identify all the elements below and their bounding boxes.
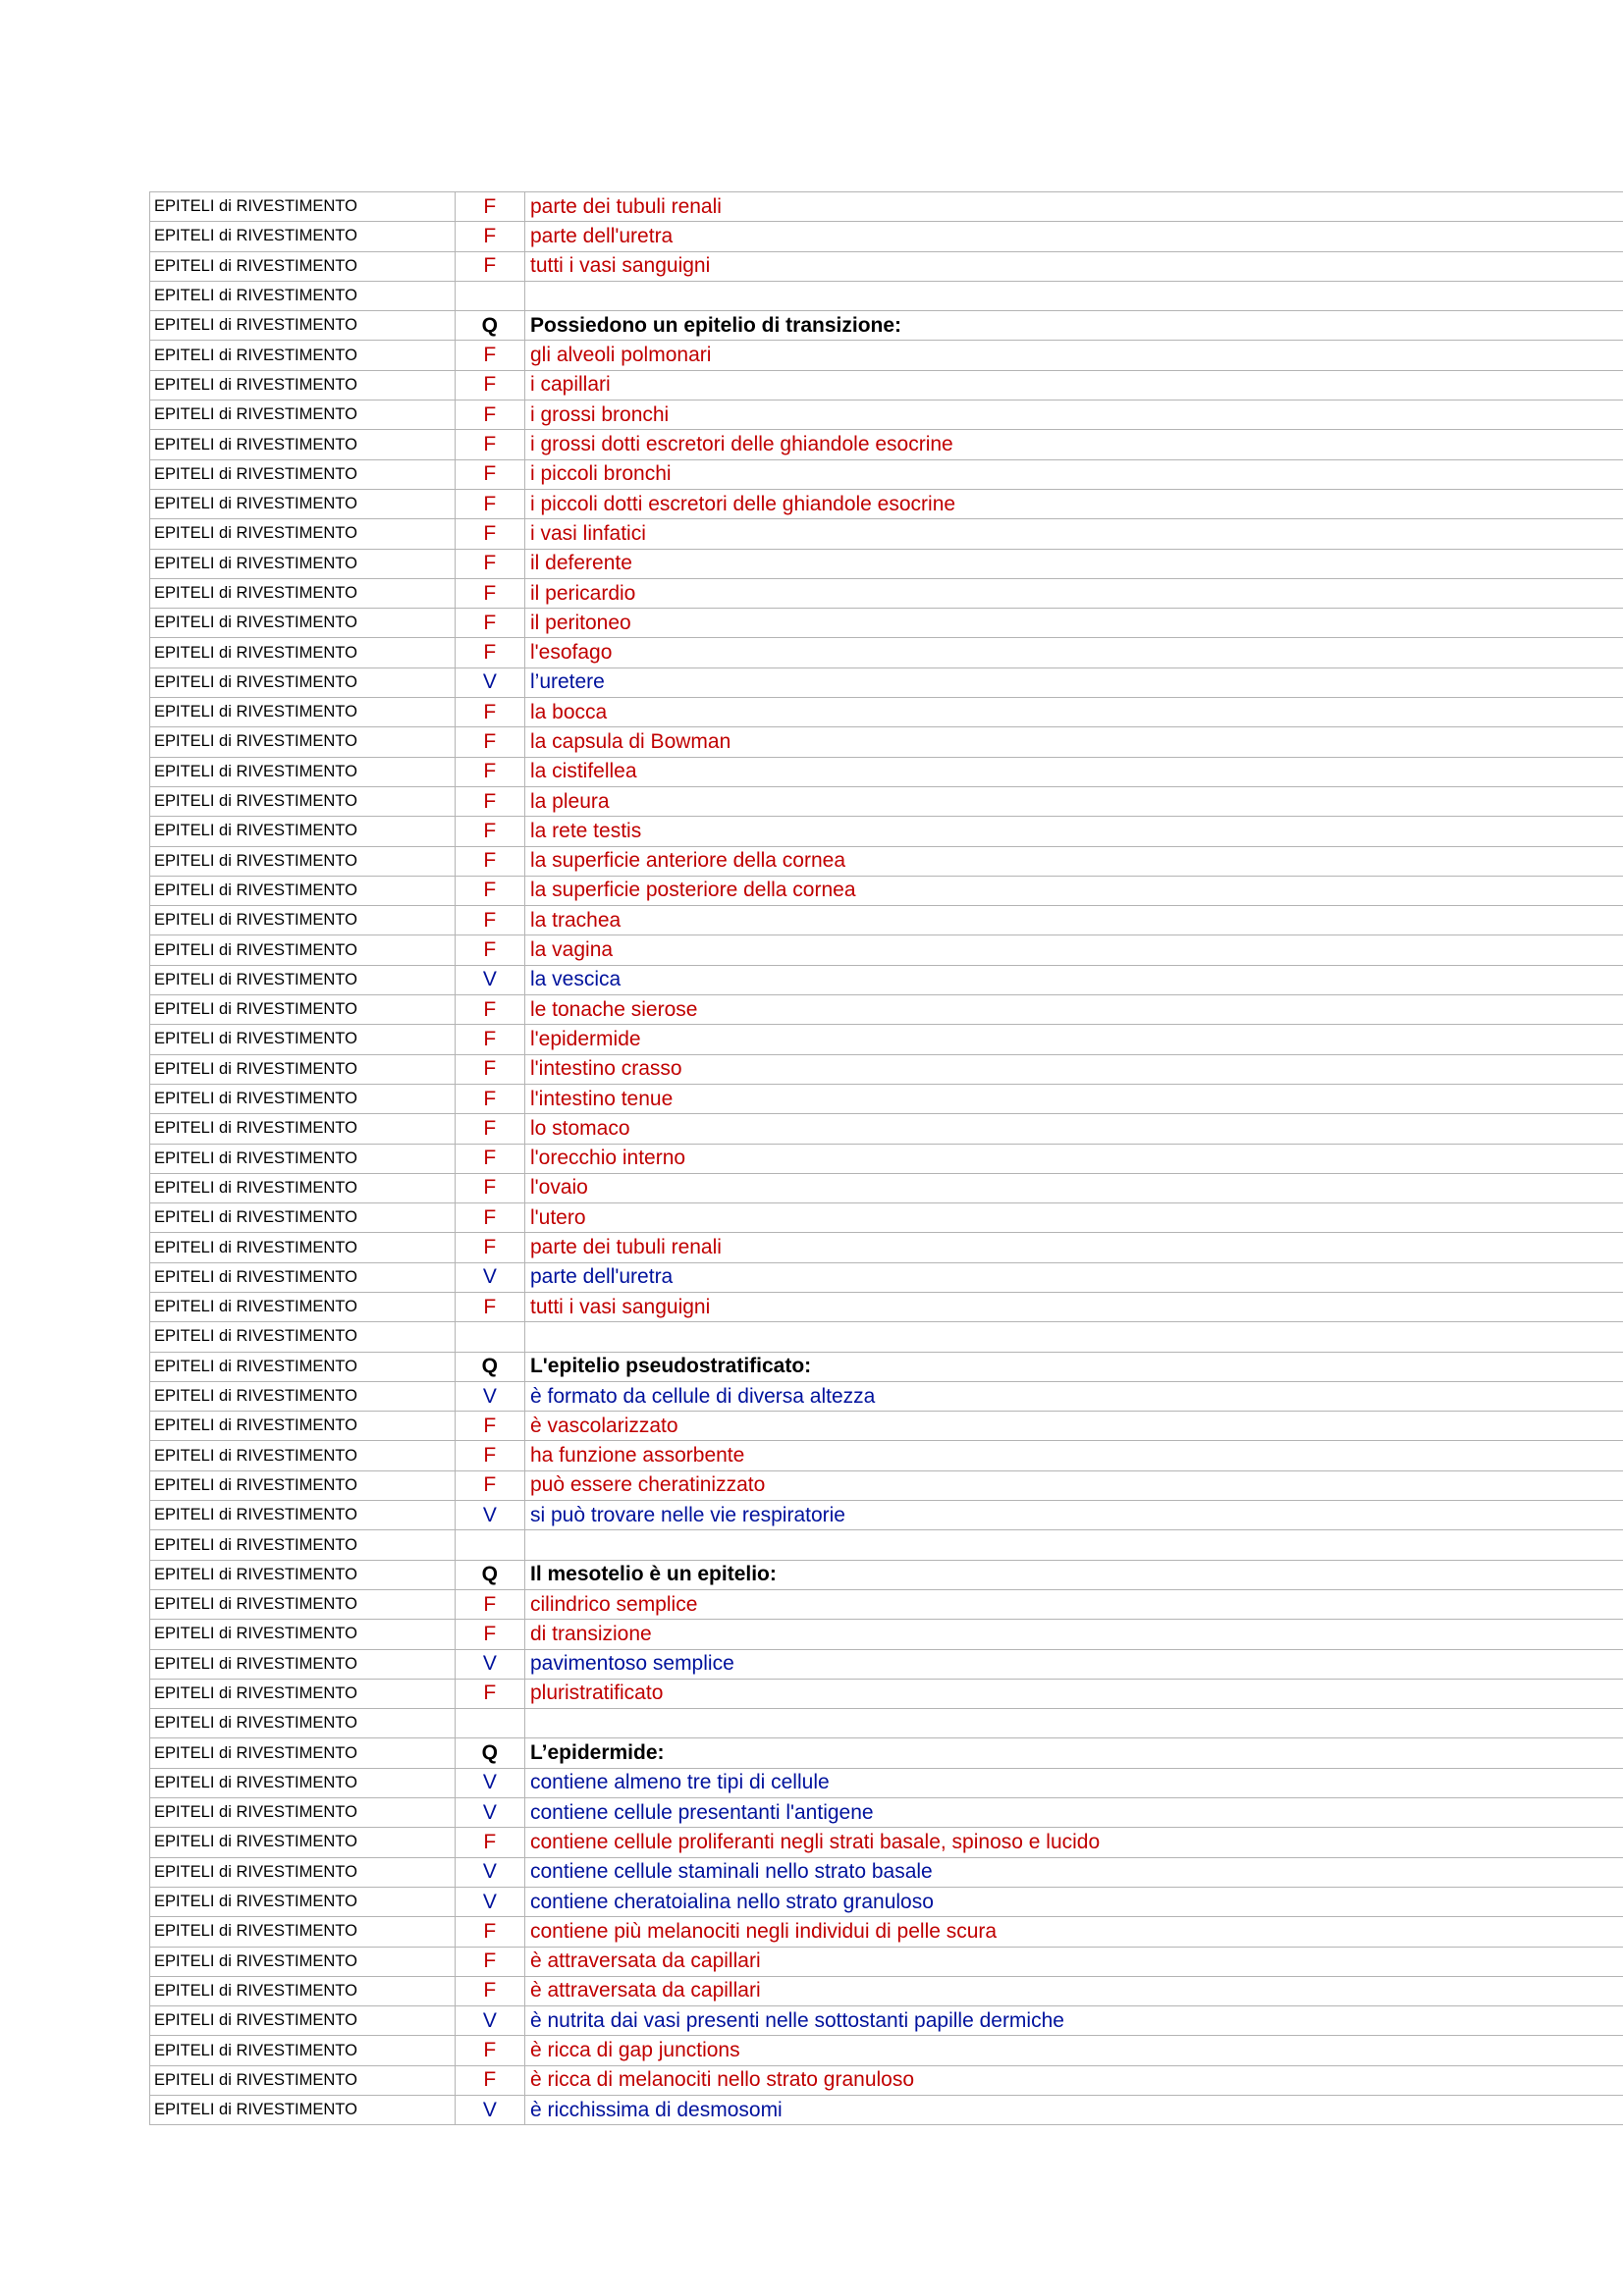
true-answer-row [150, 1381, 1623, 1411]
answer-text: la superficie anteriore della cornea [524, 846, 1623, 876]
category-cell: EPITELI di RIVESTIMENTO [150, 786, 456, 816]
category-cell: EPITELI di RIVESTIMENTO [150, 1501, 456, 1530]
mark-cell: F [455, 1976, 524, 2005]
mark-cell: F [455, 1114, 524, 1144]
mark-cell: F [455, 370, 524, 400]
false-answer-row [150, 400, 1623, 430]
empty-row [150, 1322, 1623, 1352]
answer-text: l'esofago [524, 638, 1623, 667]
true-answer-row [150, 1798, 1623, 1828]
mark-cell: F [455, 549, 524, 578]
answer-text: la vescica [524, 965, 1623, 994]
false-answer-row [150, 1470, 1623, 1500]
answer-text: il deferente [524, 549, 1623, 578]
answer-text: la rete testis [524, 817, 1623, 846]
category-cell: EPITELI di RIVESTIMENTO [150, 1768, 456, 1797]
category-cell: EPITELI di RIVESTIMENTO [150, 1589, 456, 1619]
category-cell: EPITELI di RIVESTIMENTO [150, 846, 456, 876]
true-answer-row [150, 667, 1623, 697]
mark-cell: V [455, 1887, 524, 1916]
category-cell: EPITELI di RIVESTIMENTO [150, 1828, 456, 1857]
category-cell: EPITELI di RIVESTIMENTO [150, 1738, 456, 1768]
answer-text: cilindrico semplice [524, 1589, 1623, 1619]
category-cell: EPITELI di RIVESTIMENTO [150, 638, 456, 667]
true-answer-row [150, 1857, 1623, 1887]
answer-text: i piccoli dotti escretori delle ghiandole esocrine [524, 489, 1623, 518]
category-cell: EPITELI di RIVESTIMENTO [150, 609, 456, 638]
quiz-table [149, 191, 1623, 2125]
false-answer-row [150, 430, 1623, 459]
category-cell: EPITELI di RIVESTIMENTO [150, 2065, 456, 2095]
mark-cell: F [455, 1679, 524, 1708]
mark-cell: F [455, 192, 524, 222]
mark-cell: F [455, 1173, 524, 1202]
category-cell: EPITELI di RIVESTIMENTO [150, 400, 456, 430]
false-answer-row [150, 995, 1623, 1025]
answer-text: contiene cellule staminali nello strato basale [524, 1857, 1623, 1887]
mark-cell: F [455, 1947, 524, 1976]
category-cell: EPITELI di RIVESTIMENTO [150, 459, 456, 489]
mark-cell: F [455, 935, 524, 965]
mark-cell: V [455, 2096, 524, 2125]
answer-text: l’uretere [524, 667, 1623, 697]
mark-cell: F [455, 1233, 524, 1262]
answer-text: pluristratificato [524, 1679, 1623, 1708]
category-cell: EPITELI di RIVESTIMENTO [150, 817, 456, 846]
question-row [150, 311, 1623, 341]
true-answer-row [150, 1649, 1623, 1679]
mark-cell: F [455, 459, 524, 489]
category-cell: EPITELI di RIVESTIMENTO [150, 281, 456, 310]
answer-text: può essere cheratinizzato [524, 1470, 1623, 1500]
mark-cell: V [455, 1857, 524, 1887]
answer-text: pavimentoso semplice [524, 1649, 1623, 1679]
answer-text: la bocca [524, 698, 1623, 727]
answer-text: contiene cellule presentanti l'antigene [524, 1798, 1623, 1828]
true-answer-row [150, 965, 1623, 994]
category-cell: EPITELI di RIVESTIMENTO [150, 1352, 456, 1381]
category-cell: EPITELI di RIVESTIMENTO [150, 1025, 456, 1054]
empty-row [150, 1709, 1623, 1738]
false-answer-row [150, 906, 1623, 935]
false-answer-row [150, 1679, 1623, 1708]
answer-text: la superficie posteriore della cornea [524, 876, 1623, 905]
question-row [150, 1738, 1623, 1768]
answer-text: i grossi dotti escretori delle ghiandole esocrine [524, 430, 1623, 459]
question-text: L'epitelio pseudostratificato: [524, 1352, 1623, 1381]
false-answer-row [150, 341, 1623, 370]
mark-cell: F [455, 1620, 524, 1649]
answer-text: è attraversata da capillari [524, 1947, 1623, 1976]
question-row [150, 1352, 1623, 1381]
false-answer-row [150, 757, 1623, 786]
question-text: L’epidermide: [524, 1738, 1623, 1768]
mark-cell: F [455, 1025, 524, 1054]
answer-text: parte dell'uretra [524, 222, 1623, 251]
mark-cell: F [455, 698, 524, 727]
quiz-table-body [150, 192, 1623, 2125]
mark-cell: F [455, 609, 524, 638]
mark-cell: F [455, 876, 524, 905]
answer-text: contiene più melanociti negli individui di pelle scura [524, 1917, 1623, 1947]
answer-text: ha funzione assorbente [524, 1441, 1623, 1470]
category-cell: EPITELI di RIVESTIMENTO [150, 251, 456, 281]
answer-text: l'ovaio [524, 1173, 1623, 1202]
answer-text: la trachea [524, 906, 1623, 935]
mark-cell: F [455, 578, 524, 608]
mark-cell: F [455, 341, 524, 370]
mark-cell: F [455, 1144, 524, 1173]
answer-text: di transizione [524, 1620, 1623, 1649]
false-answer-row [150, 1292, 1623, 1321]
question-text: Il mesotelio è un epitelio: [524, 1560, 1623, 1589]
category-cell: EPITELI di RIVESTIMENTO [150, 1798, 456, 1828]
mark-cell: V [455, 1649, 524, 1679]
category-cell: EPITELI di RIVESTIMENTO [150, 667, 456, 697]
category-cell: EPITELI di RIVESTIMENTO [150, 1322, 456, 1352]
false-answer-row [150, 1203, 1623, 1233]
category-cell: EPITELI di RIVESTIMENTO [150, 1054, 456, 1084]
category-cell: EPITELI di RIVESTIMENTO [150, 2006, 456, 2036]
false-answer-row [150, 935, 1623, 965]
mark-cell: F [455, 906, 524, 935]
category-cell: EPITELI di RIVESTIMENTO [150, 1292, 456, 1321]
category-cell: EPITELI di RIVESTIMENTO [150, 430, 456, 459]
answer-text [524, 1530, 1623, 1560]
mark-cell: F [455, 400, 524, 430]
false-answer-row [150, 1441, 1623, 1470]
answer-text: il pericardio [524, 578, 1623, 608]
answer-text: è vascolarizzato [524, 1412, 1623, 1441]
false-answer-row [150, 370, 1623, 400]
false-answer-row [150, 1620, 1623, 1649]
answer-text [524, 1709, 1623, 1738]
category-cell: EPITELI di RIVESTIMENTO [150, 1887, 456, 1916]
false-answer-row [150, 1976, 1623, 2005]
mark-cell: F [455, 757, 524, 786]
mark-cell: F [455, 995, 524, 1025]
answer-text: è ricca di gap junctions [524, 2036, 1623, 2065]
false-answer-row [150, 727, 1623, 757]
false-answer-row [150, 786, 1623, 816]
answer-text: il peritoneo [524, 609, 1623, 638]
category-cell: EPITELI di RIVESTIMENTO [150, 935, 456, 965]
question-text: Possiedono un epitelio di transizione: [524, 311, 1623, 341]
question-row [150, 1560, 1623, 1589]
mark-cell [455, 1530, 524, 1560]
mark-cell: F [455, 2065, 524, 2095]
answer-text: contiene almeno tre tipi di cellule [524, 1768, 1623, 1797]
category-cell: EPITELI di RIVESTIMENTO [150, 1649, 456, 1679]
category-cell: EPITELI di RIVESTIMENTO [150, 1976, 456, 2005]
false-answer-row [150, 2065, 1623, 2095]
category-cell: EPITELI di RIVESTIMENTO [150, 1173, 456, 1202]
answer-text: le tonache sierose [524, 995, 1623, 1025]
false-answer-row [150, 519, 1623, 549]
mark-cell: F [455, 1441, 524, 1470]
category-cell: EPITELI di RIVESTIMENTO [150, 1530, 456, 1560]
mark-cell [455, 1709, 524, 1738]
category-cell: EPITELI di RIVESTIMENTO [150, 578, 456, 608]
answer-text: è attraversata da capillari [524, 1976, 1623, 2005]
false-answer-row [150, 2036, 1623, 2065]
category-cell: EPITELI di RIVESTIMENTO [150, 1233, 456, 1262]
false-answer-row [150, 1412, 1623, 1441]
mark-cell: F [455, 1917, 524, 1947]
false-answer-row [150, 1025, 1623, 1054]
false-answer-row [150, 1173, 1623, 1202]
true-answer-row [150, 1501, 1623, 1530]
answer-text: parte dell'uretra [524, 1262, 1623, 1292]
category-cell: EPITELI di RIVESTIMENTO [150, 1470, 456, 1500]
category-cell: EPITELI di RIVESTIMENTO [150, 1857, 456, 1887]
answer-text: l'intestino tenue [524, 1084, 1623, 1113]
false-answer-row [150, 549, 1623, 578]
mark-cell: Q [455, 1560, 524, 1589]
category-cell: EPITELI di RIVESTIMENTO [150, 2036, 456, 2065]
category-cell: EPITELI di RIVESTIMENTO [150, 876, 456, 905]
answer-text: contiene cellule proliferanti negli strati basale, spinoso e lucido [524, 1828, 1623, 1857]
category-cell: EPITELI di RIVESTIMENTO [150, 757, 456, 786]
true-answer-row [150, 1768, 1623, 1797]
mark-cell: F [455, 1054, 524, 1084]
mark-cell: F [455, 1589, 524, 1619]
answer-text: la cistifellea [524, 757, 1623, 786]
false-answer-row [150, 489, 1623, 518]
category-cell: EPITELI di RIVESTIMENTO [150, 1262, 456, 1292]
answer-text: gli alveoli polmonari [524, 341, 1623, 370]
false-answer-row [150, 1084, 1623, 1113]
mark-cell: Q [455, 311, 524, 341]
category-cell: EPITELI di RIVESTIMENTO [150, 1114, 456, 1144]
category-cell: EPITELI di RIVESTIMENTO [150, 727, 456, 757]
false-answer-row [150, 251, 1623, 281]
mark-cell: V [455, 1798, 524, 1828]
category-cell: EPITELI di RIVESTIMENTO [150, 1441, 456, 1470]
mark-cell: Q [455, 1738, 524, 1768]
false-answer-row [150, 638, 1623, 667]
mark-cell: V [455, 1768, 524, 1797]
false-answer-row [150, 578, 1623, 608]
false-answer-row [150, 846, 1623, 876]
answer-text: l'orecchio interno [524, 1144, 1623, 1173]
false-answer-row [150, 1054, 1623, 1084]
false-answer-row [150, 1917, 1623, 1947]
category-cell: EPITELI di RIVESTIMENTO [150, 995, 456, 1025]
category-cell: EPITELI di RIVESTIMENTO [150, 1947, 456, 1976]
answer-text: parte dei tubuli renali [524, 1233, 1623, 1262]
mark-cell: F [455, 638, 524, 667]
answer-text: contiene cheratoialina nello strato granuloso [524, 1887, 1623, 1916]
category-cell: EPITELI di RIVESTIMENTO [150, 698, 456, 727]
answer-text: l'epidermide [524, 1025, 1623, 1054]
answer-text: i vasi linfatici [524, 519, 1623, 549]
category-cell: EPITELI di RIVESTIMENTO [150, 1709, 456, 1738]
false-answer-row [150, 1828, 1623, 1857]
answer-text: è ricca di melanociti nello strato granuloso [524, 2065, 1623, 2095]
false-answer-row [150, 1144, 1623, 1173]
answer-text: tutti i vasi sanguigni [524, 1292, 1623, 1321]
false-answer-row [150, 1589, 1623, 1619]
mark-cell: F [455, 846, 524, 876]
false-answer-row [150, 876, 1623, 905]
mark-cell: F [455, 519, 524, 549]
mark-cell: F [455, 430, 524, 459]
category-cell: EPITELI di RIVESTIMENTO [150, 906, 456, 935]
false-answer-row [150, 1947, 1623, 1976]
mark-cell: F [455, 1292, 524, 1321]
answer-text: l'intestino crasso [524, 1054, 1623, 1084]
category-cell: EPITELI di RIVESTIMENTO [150, 341, 456, 370]
answer-text: l'utero [524, 1203, 1623, 1233]
answer-text: lo stomaco [524, 1114, 1623, 1144]
false-answer-row [150, 698, 1623, 727]
answer-text: i capillari [524, 370, 1623, 400]
answer-text: è ricchissima di desmosomi [524, 2096, 1623, 2125]
category-cell: EPITELI di RIVESTIMENTO [150, 192, 456, 222]
answer-text: i grossi bronchi [524, 400, 1623, 430]
category-cell: EPITELI di RIVESTIMENTO [150, 2096, 456, 2125]
empty-row [150, 281, 1623, 310]
mark-cell: V [455, 1501, 524, 1530]
mark-cell: F [455, 2036, 524, 2065]
answer-text: la capsula di Bowman [524, 727, 1623, 757]
answer-text: è nutrita dai vasi presenti nelle sottostanti papille dermiche [524, 2006, 1623, 2036]
false-answer-row [150, 1233, 1623, 1262]
answer-text: è formato da cellule di diversa altezza [524, 1381, 1623, 1411]
answer-text: la pleura [524, 786, 1623, 816]
false-answer-row [150, 459, 1623, 489]
true-answer-row [150, 2006, 1623, 2036]
category-cell: EPITELI di RIVESTIMENTO [150, 222, 456, 251]
mark-cell: V [455, 1262, 524, 1292]
true-answer-row [150, 1262, 1623, 1292]
false-answer-row [150, 1114, 1623, 1144]
answer-text [524, 281, 1623, 310]
mark-cell: F [455, 1203, 524, 1233]
false-answer-row [150, 192, 1623, 222]
answer-text: parte dei tubuli renali [524, 192, 1623, 222]
category-cell: EPITELI di RIVESTIMENTO [150, 1381, 456, 1411]
mark-cell: V [455, 965, 524, 994]
category-cell: EPITELI di RIVESTIMENTO [150, 311, 456, 341]
mark-cell: F [455, 251, 524, 281]
mark-cell: V [455, 2006, 524, 2036]
mark-cell: F [455, 489, 524, 518]
category-cell: EPITELI di RIVESTIMENTO [150, 1560, 456, 1589]
false-answer-row [150, 222, 1623, 251]
mark-cell: V [455, 667, 524, 697]
category-cell: EPITELI di RIVESTIMENTO [150, 489, 456, 518]
mark-cell [455, 281, 524, 310]
category-cell: EPITELI di RIVESTIMENTO [150, 370, 456, 400]
mark-cell: F [455, 727, 524, 757]
false-answer-row [150, 609, 1623, 638]
answer-text [524, 1322, 1623, 1352]
true-answer-row [150, 1887, 1623, 1916]
mark-cell: F [455, 1828, 524, 1857]
mark-cell: V [455, 1381, 524, 1411]
mark-cell [455, 1322, 524, 1352]
category-cell: EPITELI di RIVESTIMENTO [150, 549, 456, 578]
category-cell: EPITELI di RIVESTIMENTO [150, 1917, 456, 1947]
answer-text: si può trovare nelle vie respiratorie [524, 1501, 1623, 1530]
empty-row [150, 1530, 1623, 1560]
mark-cell: F [455, 1470, 524, 1500]
false-answer-row [150, 817, 1623, 846]
category-cell: EPITELI di RIVESTIMENTO [150, 965, 456, 994]
answer-text: la vagina [524, 935, 1623, 965]
mark-cell: F [455, 1084, 524, 1113]
answer-text: i piccoli bronchi [524, 459, 1623, 489]
true-answer-row [150, 2096, 1623, 2125]
category-cell: EPITELI di RIVESTIMENTO [150, 1084, 456, 1113]
mark-cell: Q [455, 1352, 524, 1381]
category-cell: EPITELI di RIVESTIMENTO [150, 1144, 456, 1173]
category-cell: EPITELI di RIVESTIMENTO [150, 519, 456, 549]
category-cell: EPITELI di RIVESTIMENTO [150, 1203, 456, 1233]
mark-cell: F [455, 786, 524, 816]
category-cell: EPITELI di RIVESTIMENTO [150, 1412, 456, 1441]
mark-cell: F [455, 817, 524, 846]
category-cell: EPITELI di RIVESTIMENTO [150, 1679, 456, 1708]
answer-text: tutti i vasi sanguigni [524, 251, 1623, 281]
mark-cell: F [455, 222, 524, 251]
category-cell: EPITELI di RIVESTIMENTO [150, 1620, 456, 1649]
mark-cell: F [455, 1412, 524, 1441]
